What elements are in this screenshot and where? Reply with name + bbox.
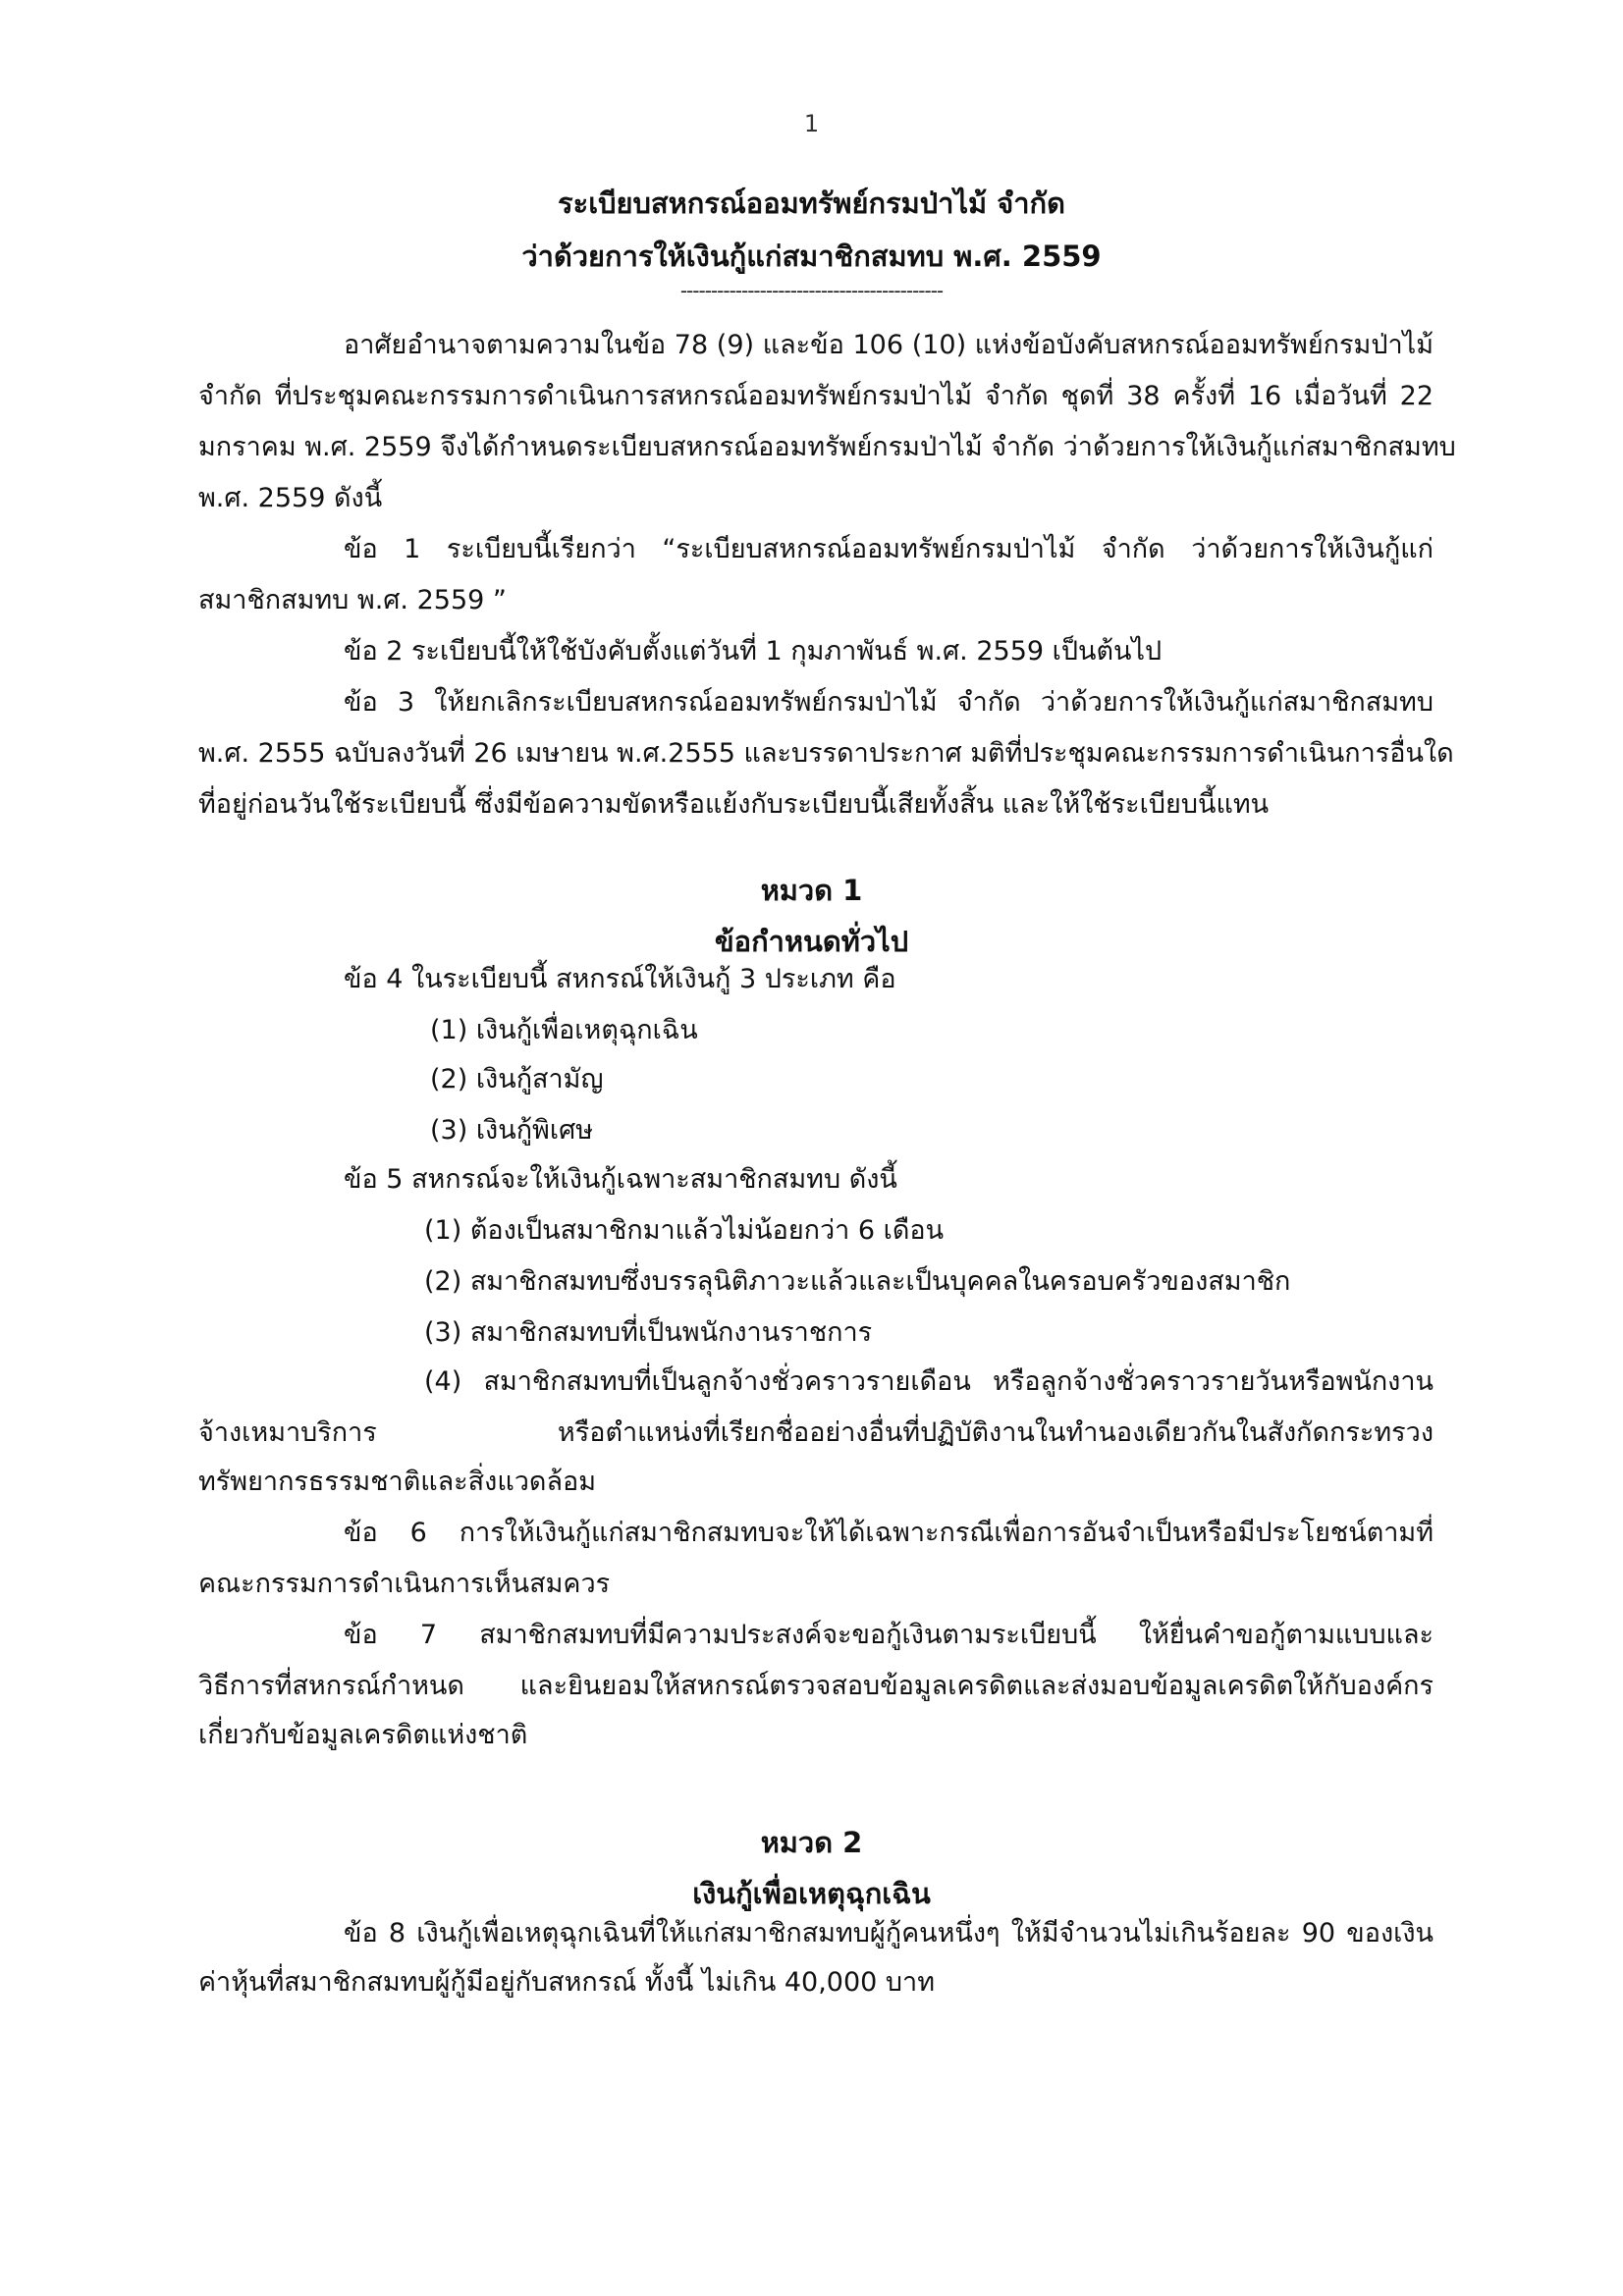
clause-5: ข้อ 5 สหกรณ์จะให้เงินกู้เฉพาะสมาชิกสมทบ ดังนี้ [344,1164,897,1195]
chapter-1-title: หมวด 1 [760,874,863,907]
title-separator: ------------------------------------------- [679,279,944,302]
document-title: ระเบียบสหกรณ์ออมทรัพย์กรมป่าไม้ จำกัด [558,187,1065,220]
clause-2: ข้อ 2 ระเบียบนี้ให้ใช้บังคับตั้งแต่วันที่ 1 กุมภาพันธ์ พ.ศ. 2559 เป็นต้นไป [344,636,1163,667]
clause-1-line-2: สมาชิกสมทบ พ.ศ. 2559 ” [198,585,507,615]
clause-8-line-2: ค่าหุ้นที่สมาชิกสมทบผู้กู้มีอยู่กับสหกรณ์ ทั้งนี้ ไม่เกิน 40,000 บาท [198,1967,936,1998]
clause-5-item-3: (3) สมาชิกสมทบที่เป็นพนักงานราชการ [424,1317,873,1348]
clause-1-line-1: ข้อ 1 ระเบียบนี้เรียกว่า “ระเบียบสหกรณ์ออมทรัพย์กรมป่าไม้ จำกัด ว่าด้วยการให้เงินกู้แก่ [344,534,1434,564]
preamble-line-2: จำกัด ที่ประชุมคณะกรรมการดำเนินการสหกรณ์ออมทรัพย์กรมป่าไม้ จำกัด ชุดที่ 38 ครั้งที่ 16 เมื่อวันที่ 22 [198,381,1434,411]
clause-4-item-1: (1) เงินกู้เพื่อเหตุฉุกเฉิน [430,1015,698,1045]
clause-3-line-1: ข้อ 3 ให้ยกเลิกระเบียบสหกรณ์ออมทรัพย์กรมป่าไม้ จำกัด ว่าด้วยการให้เงินกู้แก่สมาชิกสมทบ [344,687,1434,718]
chapter-2-title: หมวด 2 [760,1826,863,1859]
page-number: 1 [803,110,820,137]
clause-5-item-2: (2) สมาชิกสมทบซึ่งบรรลุนิติภาวะแล้วและเป็นบุคคลในครอบครัวของสมาชิก [424,1266,1291,1297]
clause-6-line-1: ข้อ 6 การให้เงินกู้แก่สมาชิกสมทบจะให้ได้เฉพาะกรณีเพื่อการอันจำเป็นหรือมีประโยชน์ตามที่ [344,1518,1434,1548]
chapter-2-subtitle: เงินกู้เพื่อเหตุฉุกเฉิน [692,1877,931,1910]
preamble-line-4: พ.ศ. 2559 ดังนี้ [198,483,383,513]
clause-7-line-1: ข้อ 7 สมาชิกสมทบที่มีความประสงค์จะขอกู้เงินตามระเบียบนี้ ให้ยื่นคำขอกู้ตามแบบและ [344,1620,1434,1650]
chapter-1-subtitle: ข้อกำหนดทั่วไป [714,925,909,958]
preamble-line-1: อาศัยอำนาจตามความในข้อ 78 (9) และข้อ 106 (10) แห่งข้อบังคับสหกรณ์ออมทรัพย์กรมป่าไม้ [344,330,1434,360]
document-subtitle: ว่าด้วยการให้เงินกู้แก่สมาชิกสมทบ พ.ศ. 2559 [521,240,1102,273]
clause-7-line-2: วิธีการที่สหกรณ์กำหนด และยินยอมให้สหกรณ์ตรวจสอบข้อมูลเครดิตและส่งมอบข้อมูลเครดิตให้กับองค์กร [198,1671,1434,1701]
clause-7-line-3: เกี่ยวกับข้อมูลเครดิตแห่งชาติ [198,1720,528,1750]
clause-4-item-2: (2) เงินกู้สามัญ [430,1064,604,1095]
preamble-line-3: มกราคม พ.ศ. 2559 จึงได้กำหนดระเบียบสหกรณ์ออมทรัพย์กรมป่าไม้ จำกัด ว่าด้วยการให้เงินกู้แก่สมาชิกสมทบ [198,432,1456,462]
clause-4-item-3: (3) เงินกู้พิเศษ [430,1115,594,1146]
clause-3-line-3: ที่อยู่ก่อนวันใช้ระเบียบนี้ ซึ่งมีข้อความขัดหรือแย้งกับระเบียบนี้เสียทั้งสิ้น และให้ใช้ระเบียบนี้แทน [198,789,1270,820]
clause-8-line-1: ข้อ 8 เงินกู้เพื่อเหตุฉุกเฉินที่ให้แก่สมาชิกสมทบผู้กู้คนหนึ่งๆ ให้มีจำนวนไม่เกินร้อยละ 90 ของเงิน [344,1918,1434,1949]
clause-4: ข้อ 4 ในระเบียบนี้ สหกรณ์ให้เงินกู้ 3 ประเภท คือ [344,964,896,994]
clause-3-line-2: พ.ศ. 2555 ฉบับลงวันที่ 26 เมษายน พ.ศ.2555 และบรรดาประกาศ มติที่ประชุมคณะกรรมการดำเนินการอื่นใด [198,738,1454,769]
clause-6-line-2: คณะกรรมการดำเนินการเห็นสมควร [198,1569,611,1599]
clause-5-item-4-line-2: จ้างเหมาบริการ หรือตำแหน่งที่เรียกชื่ออย่างอื่นที่ปฏิบัติงานในทำนองเดียวกันในสังกัดกระทรวง [198,1417,1434,1448]
clause-5-item-1: (1) ต้องเป็นสมาชิกมาแล้วไม่น้อยกว่า 6 เดือน [424,1215,945,1246]
clause-5-item-4-line-3: ทรัพยากรธรรมชาติและสิ่งแวดล้อม [198,1467,596,1497]
clause-5-item-4-line-1: (4) สมาชิกสมทบที่เป็นลูกจ้างชั่วคราวรายเดือน หรือลูกจ้างชั่วคราวรายวันหรือพนักงาน [424,1366,1434,1397]
